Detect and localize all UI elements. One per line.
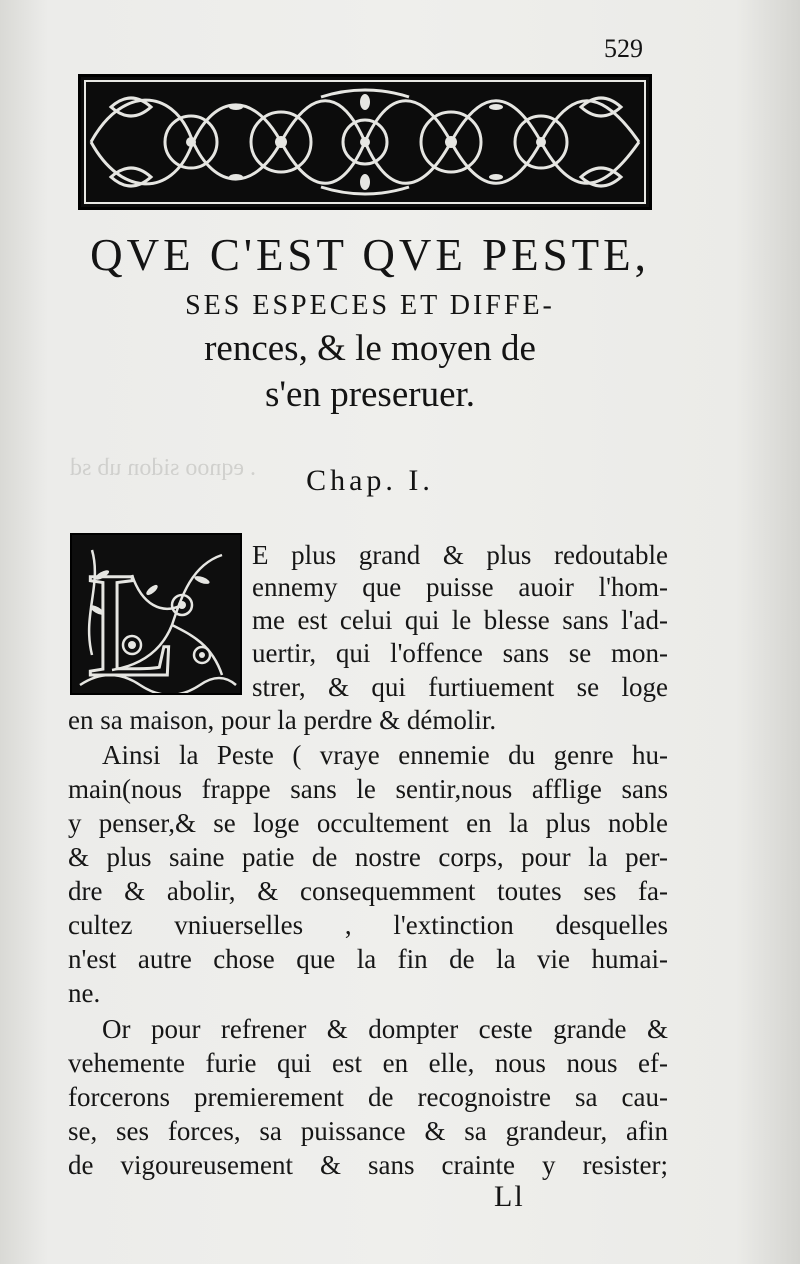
text-line: E plus grand & plus redoutable bbox=[252, 540, 668, 570]
headpiece-ornament-icon bbox=[81, 77, 649, 207]
text-line: n'est autre chose que la fin de la vie humai- bbox=[68, 944, 668, 974]
chapter-number: Chap. I. bbox=[306, 464, 434, 497]
text-line: Ainsi la Peste ( vraye ennemie du genre hu- bbox=[102, 740, 668, 770]
title-line-3: rences, & le moyen de bbox=[204, 328, 536, 369]
text-line: vehemente furie qui est en elle, nous nous ef- bbox=[68, 1048, 668, 1078]
text-line: strer, & qui furtiuement se loge bbox=[252, 672, 668, 702]
text-line: ennemy que puisse auoir l'hom- bbox=[252, 572, 668, 602]
text-line: uertir, qui l'offence sans se mon- bbox=[252, 638, 668, 668]
ornamental-headpiece bbox=[78, 74, 652, 210]
title-line-4: s'en preseruer. bbox=[264, 374, 476, 415]
signature-mark: Ll bbox=[494, 1180, 525, 1213]
decorated-initial bbox=[70, 533, 242, 695]
text-line: main(nous frappe sans le sentir,nous afflige sans bbox=[68, 774, 668, 804]
text-line: se, ses forces, sa puissance & sa grandeur, afin bbox=[68, 1116, 668, 1146]
text-line: & plus saine patie de nostre corps, pour la per- bbox=[68, 842, 668, 872]
text-line: en sa maison, pour la perdre & démolir. bbox=[68, 705, 497, 735]
chapter-heading bbox=[60, 228, 680, 418]
text-line: Or pour refrener & dompter ceste grande & bbox=[102, 1014, 668, 1044]
title-line-1: QVE C'EST QVE PESTE, bbox=[90, 230, 650, 280]
page-number: 529 bbox=[604, 34, 643, 63]
text-line: de vigoureusement & sans crainte y resister; bbox=[68, 1150, 668, 1180]
dropcap-letter: L bbox=[86, 542, 178, 693]
text-line: dre & abolir, & consequemment toutes ses fa- bbox=[68, 876, 668, 906]
text-line: me est celui qui le blesse sans l'ad- bbox=[252, 605, 668, 635]
text-line: ne. bbox=[68, 978, 101, 1008]
text-line: y penser,& se loge occultement en la plus noble bbox=[68, 808, 668, 838]
title-line-2: SES ESPECES ET DIFFE- bbox=[185, 290, 555, 321]
text-line: cultez vniuerselles , l'extinction desquelles bbox=[68, 910, 668, 940]
text-line: forcerons premierement de recognoistre sa cau- bbox=[68, 1082, 668, 1112]
bleed-through-text: . eqnoo sidon ub sd bbox=[70, 455, 256, 481]
floral-initial-icon bbox=[72, 535, 240, 693]
